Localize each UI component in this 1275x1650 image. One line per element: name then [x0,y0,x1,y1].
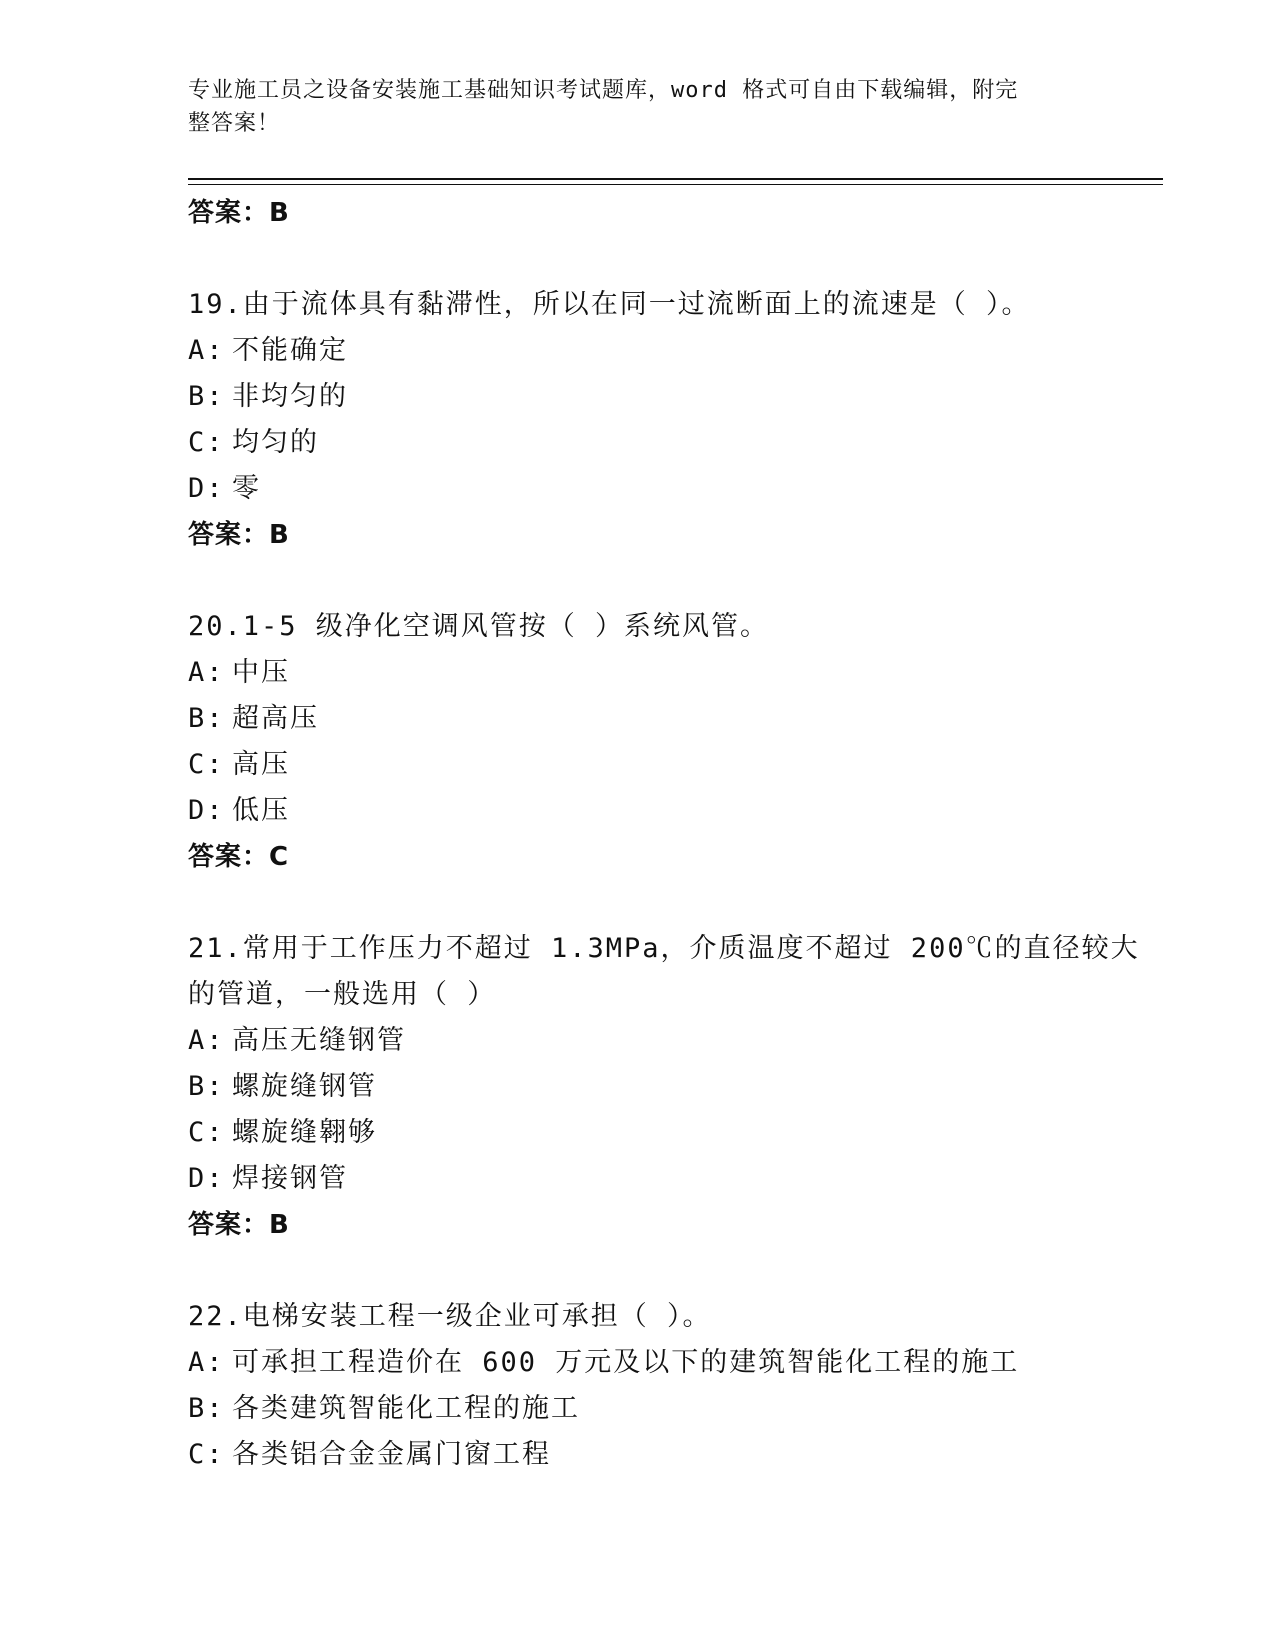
answer-line: 答案：B [188,520,290,550]
option-key: A: [188,335,225,366]
option-c [188,1432,1088,1478]
option-text: 不能确定 [232,335,348,366]
option-key: B: [188,381,225,412]
option-key: C: [188,749,225,780]
option-text: 均匀的 [232,427,319,458]
option-text: 超高压 [232,703,319,734]
option-text: 非均匀的 [232,381,348,412]
spacer [188,1248,1088,1294]
question-stem: 20.1-5 级净化空调风管按（ ）系统风管。 [188,611,770,642]
option-text: 高压 [232,749,290,780]
option-b [188,374,1088,420]
option-text: 可承担工程造价在 600 万元及以下的建筑智能化工程的施工 [232,1347,1020,1378]
header-line-2: 整答案！ [188,111,281,136]
option-text: 高压无缝钢管 [232,1025,406,1056]
answer-line: 答案：C [188,842,290,872]
option-b [188,696,1088,742]
option-key: C: [188,427,225,458]
option-c [188,420,1088,466]
question-list [188,190,1140,1478]
spacer [188,558,1088,604]
header-line-1: 专业施工员之设备安装施工基础知识考试题库，word 格式可自由下载编辑，附完 [188,78,1019,103]
option-c [188,742,1088,788]
question-stem: 19.由于流体具有黏滞性，所以在同一过流断面上的流速是（ ）。 [188,289,1031,320]
option-text: 螺旋缝翱够 [232,1117,377,1148]
question-20 [188,604,1088,880]
option-key: B: [188,703,225,734]
option-d [188,788,1088,834]
question-22 [188,1294,1088,1478]
option-a [188,650,1088,696]
option-key: D: [188,473,225,504]
option-a [188,1018,1088,1064]
spacer [188,880,1088,926]
question-19 [188,282,1088,558]
document-header [188,74,1088,140]
question-stem: 22.电梯安装工程一级企业可承担（ ）。 [188,1301,712,1332]
option-a [188,1340,1088,1386]
option-b [188,1386,1088,1432]
option-text: 各类铝合金金属门窗工程 [232,1439,551,1470]
question-stem: 21.常用于工作压力不超过 1.3MPa，介质温度不超过 200℃的直径较大 [188,933,1140,964]
option-text: 零 [232,473,261,504]
option-b [188,1064,1088,1110]
option-text: 螺旋缝钢管 [232,1071,377,1102]
option-text: 焊接钢管 [232,1163,348,1194]
header-rule-thin [188,184,1163,185]
option-text: 低压 [232,795,290,826]
option-d [188,1156,1088,1202]
question-21 [188,926,1140,1248]
option-key: D: [188,1163,225,1194]
option-c [188,1110,1088,1156]
option-key: A: [188,1347,225,1378]
header-rule-thick [188,178,1163,180]
question-stem-continued: 的管道，一般选用（ ） [188,979,497,1010]
option-key: A: [188,1025,225,1056]
option-key: D: [188,795,225,826]
option-text: 中压 [232,657,290,688]
option-key: A: [188,657,225,688]
answer-line: 答案：B [188,198,290,228]
option-text: 各类建筑智能化工程的施工 [232,1393,580,1424]
option-a [188,328,1088,374]
option-key: B: [188,1393,225,1424]
option-key: C: [188,1117,225,1148]
option-key: C: [188,1439,225,1470]
option-key: B: [188,1071,225,1102]
spacer [188,236,1088,282]
option-d [188,466,1088,512]
answer-line: 答案：B [188,1210,290,1240]
